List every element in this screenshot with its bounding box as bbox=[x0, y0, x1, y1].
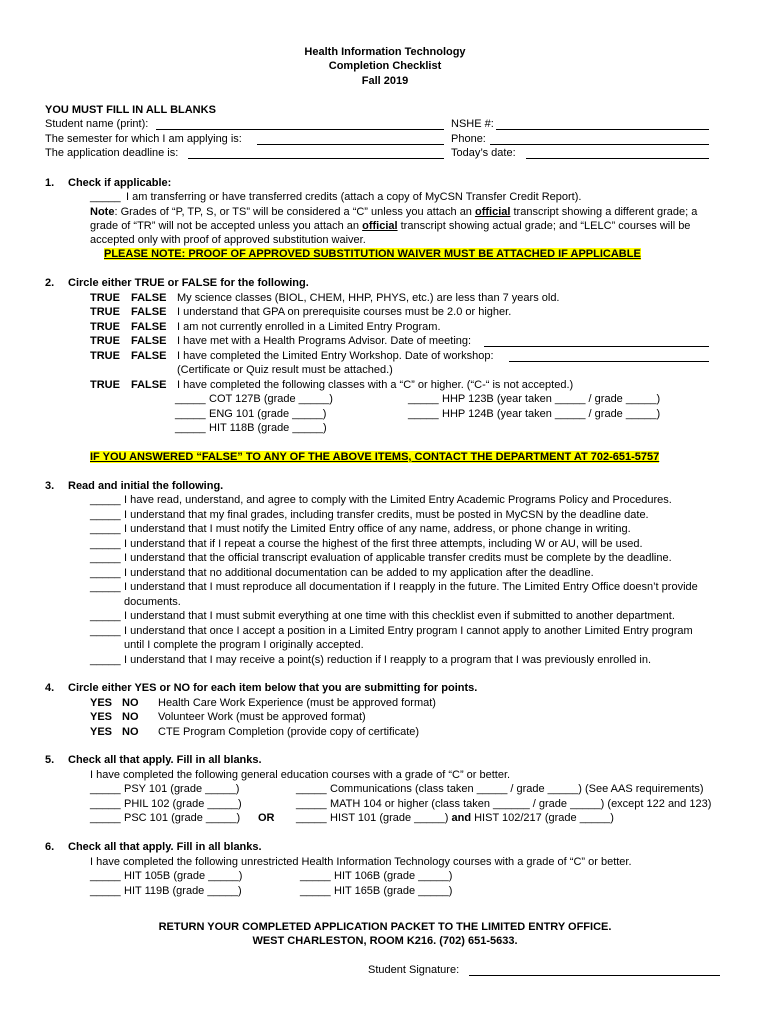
true-option[interactable]: TRUE bbox=[90, 335, 120, 347]
hhp-123b-blank[interactable]: _____ bbox=[408, 393, 439, 405]
initial-item-submit: I understand that I must submit everything at one time with this checklist even if submitted to another department. bbox=[124, 610, 675, 622]
tf-item-workshop: I have completed the Limited Entry Workshop. Date of workshop: bbox=[177, 350, 494, 362]
psc-101-blank[interactable]: _____ bbox=[90, 812, 121, 824]
hhp-123b-item: HHP 123B (year taken _____ / grade _____) bbox=[442, 393, 661, 405]
tf-item-science: My science classes (BIOL, CHEM, HHP, PHYS, etc.) are less than 7 years old. bbox=[177, 292, 560, 304]
math-blank[interactable]: _____ bbox=[296, 798, 327, 810]
cot-127b-blank[interactable]: _____ bbox=[175, 393, 206, 405]
hit-119b-item: HIT 119B (grade _____) bbox=[124, 885, 242, 897]
section-6-title: Check all that apply. Fill in all blanks. bbox=[68, 841, 262, 853]
initial-blank[interactable]: _____ bbox=[90, 538, 121, 550]
doc-title: Health Information Technology bbox=[304, 46, 466, 58]
note-label: Note bbox=[90, 206, 115, 218]
section-3-number: 3. bbox=[45, 480, 55, 492]
initial-blank[interactable]: _____ bbox=[90, 581, 121, 593]
today-date-label: Today’s date: bbox=[451, 147, 516, 159]
nshe-field[interactable] bbox=[496, 129, 709, 130]
true-option[interactable]: TRUE bbox=[90, 321, 120, 333]
false-option[interactable]: FALSE bbox=[131, 292, 167, 304]
hit-118b-item: HIT 118B (grade _____) bbox=[209, 422, 327, 434]
hit-105b-item: HIT 105B (grade _____) bbox=[124, 870, 243, 882]
phone-label: Phone: bbox=[451, 133, 486, 145]
signature-label: Student Signature: bbox=[368, 964, 460, 976]
hhp-124b-item: HHP 124B (year taken _____ / grade _____) bbox=[442, 408, 661, 420]
workshop-date-field[interactable] bbox=[509, 361, 709, 362]
official-emphasis: official bbox=[474, 206, 511, 218]
hit-118b-blank[interactable]: _____ bbox=[175, 422, 206, 434]
return-packet-instruction: RETURN YOUR COMPLETED APPLICATION PACKET TO THE LIMITED ENTRY OFFICE. bbox=[158, 921, 612, 933]
communications-blank[interactable]: _____ bbox=[296, 783, 327, 795]
false-option[interactable]: FALSE bbox=[131, 379, 167, 391]
initial-blank[interactable]: _____ bbox=[90, 552, 121, 564]
hist-item: HIST 101 (grade _____) and HIST 102/217 (grade _____) bbox=[330, 812, 614, 824]
initial-item-policy: I have read, understand, and agree to comply with the Limited Entry Academic Programs Policy and Procedures. bbox=[124, 494, 672, 506]
section-2-number: 2. bbox=[45, 277, 55, 289]
yes-option[interactable]: YES bbox=[90, 711, 113, 723]
signature-field[interactable] bbox=[469, 975, 720, 976]
hit-courses-intro: I have completed the following unrestricted Health Information Technology courses with a grade of “C” or better. bbox=[90, 856, 632, 868]
true-option[interactable]: TRUE bbox=[90, 292, 120, 304]
section-1-title: Check if applicable: bbox=[68, 177, 172, 189]
section-4-number: 4. bbox=[45, 682, 55, 694]
doc-subtitle: Completion Checklist bbox=[328, 60, 442, 72]
false-option[interactable]: FALSE bbox=[131, 321, 167, 333]
deadline-field[interactable] bbox=[188, 158, 444, 159]
section-4-title: Circle either YES or NO for each item below that you are submitting for points. bbox=[68, 682, 478, 694]
initial-item-accept-cont: until I complete the program I originally accepted. bbox=[124, 639, 364, 651]
tf-item-advisor: I have met with a Health Programs Advisor. Date of meeting: bbox=[177, 335, 472, 347]
gen-ed-intro: I have completed the following general education courses with a grade of “C” or better. bbox=[90, 769, 511, 781]
hit-106b-item: HIT 106B (grade _____) bbox=[334, 870, 453, 882]
section-6-number: 6. bbox=[45, 841, 55, 853]
initial-blank[interactable]: _____ bbox=[90, 567, 121, 579]
deadline-label: The application deadline is: bbox=[45, 147, 179, 159]
transfer-credits-text: I am transferring or have transferred credits (attach a copy of MyCSN Transfer Credit Report). bbox=[126, 191, 582, 203]
student-name-field[interactable] bbox=[156, 129, 444, 130]
initial-item-transcript: I understand that the official transcript evaluation of applicable transfer credits must be complete by the deadline. bbox=[124, 552, 672, 564]
no-option[interactable]: NO bbox=[122, 697, 139, 709]
section-3-title: Read and initial the following. bbox=[68, 480, 224, 492]
communications-item: Communications (class taken _____ / grade _____) (See AAS requirements) bbox=[330, 783, 704, 795]
official-emphasis-2: official bbox=[362, 220, 398, 232]
eng-101-item: ENG 101 (grade _____) bbox=[209, 408, 327, 420]
hist-blank[interactable]: _____ bbox=[296, 812, 327, 824]
points-item-cte: CTE Program Completion (provide copy of certificate) bbox=[158, 726, 420, 738]
eng-101-blank[interactable]: _____ bbox=[175, 408, 206, 420]
false-option[interactable]: FALSE bbox=[131, 335, 167, 347]
initial-blank[interactable]: _____ bbox=[90, 610, 121, 622]
false-option[interactable]: FALSE bbox=[131, 350, 167, 362]
phone-field[interactable] bbox=[490, 144, 709, 145]
section-1-number: 1. bbox=[45, 177, 55, 189]
psy-101-blank[interactable]: _____ bbox=[90, 783, 121, 795]
hit-165b-item: HIT 165B (grade _____) bbox=[334, 885, 453, 897]
substitution-waiver-notice: PLEASE NOTE: PROOF OF APPROVED SUBSTITUTION WAIVER MUST BE ATTACHED IF APPLICABLE bbox=[104, 248, 641, 260]
points-item-volunteer: Volunteer Work (must be approved format) bbox=[158, 711, 366, 723]
psy-101-item: PSY 101 (grade _____) bbox=[124, 783, 240, 795]
math-item: MATH 104 or higher (class taken ______ / grade _____) (except 122 and 123) bbox=[330, 798, 712, 810]
section-5-number: 5. bbox=[45, 754, 55, 766]
today-date-field[interactable] bbox=[526, 158, 709, 159]
hit-165b-blank[interactable]: _____ bbox=[300, 885, 331, 897]
phil-102-item: PHIL 102 (grade _____) bbox=[124, 798, 242, 810]
grade-note-line-3: accepted only with proof of approved substitution waiver. bbox=[90, 234, 366, 246]
section-5-title: Check all that apply. Fill in all blanks. bbox=[68, 754, 262, 766]
initial-item-reduction: I understand that I may receive a point(s) reduction if I reapply to a program that I was previously enrolled in. bbox=[124, 654, 652, 666]
initial-blank[interactable]: _____ bbox=[90, 523, 121, 535]
doc-term: Fall 2019 bbox=[361, 75, 409, 87]
initial-item-grades: I understand that my final grades, including transfer credits, must be posted in MyCSN by the deadline date. bbox=[124, 509, 649, 521]
initial-blank[interactable]: _____ bbox=[90, 509, 121, 521]
hit-105b-blank[interactable]: _____ bbox=[90, 870, 121, 882]
semester-field[interactable] bbox=[257, 144, 444, 145]
grade-note-line-1: Note: Grades of “P, TP, S, or TS” will be considered a “C” unless you attach an official transcript showing a different grade; a bbox=[90, 206, 698, 218]
true-option[interactable]: TRUE bbox=[90, 306, 120, 318]
yes-option[interactable]: YES bbox=[90, 726, 113, 738]
initial-blank[interactable]: _____ bbox=[90, 654, 121, 666]
fill-all-heading: YOU MUST FILL IN ALL BLANKS bbox=[45, 104, 216, 116]
transfer-checkbox-blank[interactable]: _____ bbox=[90, 191, 121, 203]
initial-item-no-docs: I understand that no additional documentation can be added to my application after the deadline. bbox=[124, 567, 594, 579]
true-option[interactable]: TRUE bbox=[90, 379, 120, 391]
tf-item-enrolled: I am not currently enrolled in a Limited Entry Program. bbox=[177, 321, 441, 333]
initial-item-reproduce: I understand that I must reproduce all documentation if I reapply in the future. The Limited Entry Office doesn’t provide bbox=[124, 581, 698, 593]
certificate-note: (Certificate or Quiz result must be attached.) bbox=[177, 364, 393, 376]
student-name-label: Student name (print): bbox=[45, 118, 149, 130]
grade-note-line-2: grade of “TR” will not be accepted unless you attach an official transcript showing actual grade; and “LELC” courses will be bbox=[90, 220, 691, 232]
tf-item-classes: I have completed the following classes with a “C” or higher. (“C-“ is not accepted.) bbox=[177, 379, 574, 391]
points-item-work-experience: Health Care Work Experience (must be approved format) bbox=[158, 697, 436, 709]
hhp-124b-blank[interactable]: _____ bbox=[408, 408, 439, 420]
initial-item-notify: I understand that I must notify the Limited Entry office of any name, address, or phone change in writing. bbox=[124, 523, 631, 535]
semester-label: The semester for which I am applying is: bbox=[45, 133, 242, 145]
tf-item-gpa: I understand that GPA on prerequisite courses must be 2.0 or higher. bbox=[177, 306, 512, 318]
hit-106b-blank[interactable]: _____ bbox=[300, 870, 331, 882]
initial-item-accept: I understand that once I accept a position in a Limited Entry program I cannot apply to another Limited Entry program bbox=[124, 625, 693, 637]
phil-102-blank[interactable]: _____ bbox=[90, 798, 121, 810]
initial-blank[interactable]: _____ bbox=[90, 494, 121, 506]
initial-blank[interactable]: _____ bbox=[90, 625, 121, 637]
contact-department-notice: IF YOU ANSWERED “FALSE” TO ANY OF THE ABOVE ITEMS, CONTACT THE DEPARTMENT AT 702-651-5757 bbox=[90, 451, 660, 463]
initial-item-repeat: I understand that if I repeat a course the highest of the first three attempts, including W or AU, will be used. bbox=[124, 538, 643, 550]
false-option[interactable]: FALSE bbox=[131, 306, 167, 318]
nshe-label: NSHE #: bbox=[451, 118, 494, 130]
meeting-date-field[interactable] bbox=[484, 346, 709, 347]
initial-item-reproduce-cont: documents. bbox=[124, 596, 181, 608]
no-option[interactable]: NO bbox=[122, 711, 139, 723]
section-2-title: Circle either TRUE or FALSE for the following. bbox=[68, 277, 309, 289]
yes-option[interactable]: YES bbox=[90, 697, 113, 709]
no-option[interactable]: NO bbox=[122, 726, 139, 738]
true-option[interactable]: TRUE bbox=[90, 350, 120, 362]
psc-101-item: PSC 101 (grade _____) bbox=[124, 812, 241, 824]
cot-127b-item: COT 127B (grade _____) bbox=[209, 393, 333, 405]
office-location: WEST CHARLESTON, ROOM K216. (702) 651-5633. bbox=[252, 935, 518, 947]
hit-119b-blank[interactable]: _____ bbox=[90, 885, 121, 897]
or-label: OR bbox=[258, 812, 275, 824]
